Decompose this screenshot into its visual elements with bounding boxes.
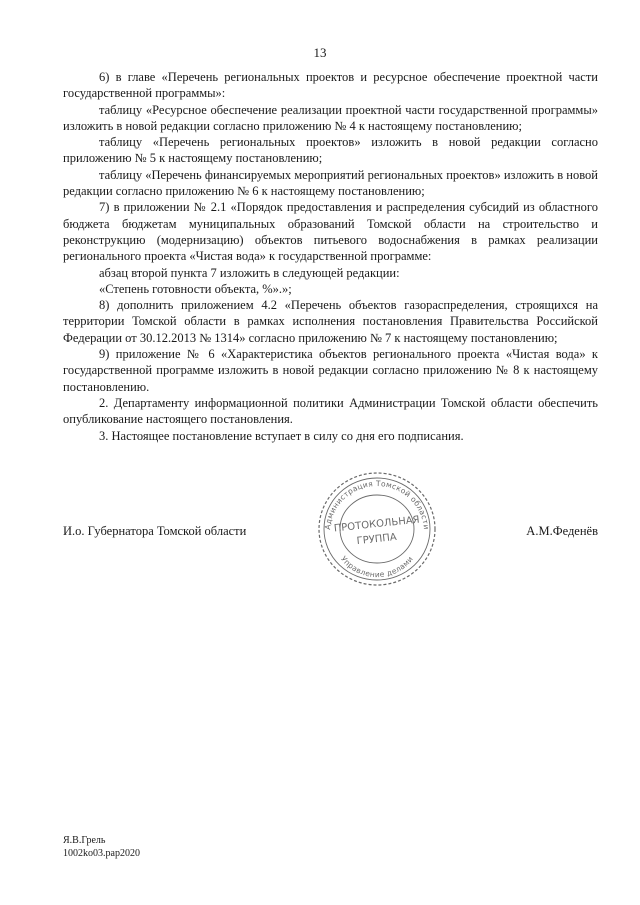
document-footer xyxy=(63,834,140,860)
paragraph: таблицу «Перечень региональных проектов» изложить в новой редакции согласно приложению № 5 к настоящему постановлению; xyxy=(63,135,598,166)
footer-file-code: 1002ko03.pap2020 xyxy=(63,848,140,859)
paragraph: 6) в главе «Перечень региональных проектов и ресурсное обеспечение проектной части государственной программы»: xyxy=(63,70,598,101)
stamp-inner-line2: ГРУППА xyxy=(356,531,398,548)
signatory-position: И.о. Губернатора Томской области xyxy=(63,524,247,538)
paragraph: 2. Департаменту информационной политики Администрации Томской области обеспечить опубликование настоящего постановления. xyxy=(63,395,598,427)
paragraph: таблицу «Ресурсное обеспечение реализации проектной части государственной программы» изложить в новой редакции согласно приложению № 4 к настоящему постановлению; xyxy=(63,102,598,133)
paragraph: «Степень готовности объекта, %».»; xyxy=(99,281,292,296)
paragraph: абзац второй пункта 7 изложить в следующей редакции: xyxy=(99,265,400,280)
paragraph: 8) дополнить приложением 4.2 «Перечень объектов газораспределения, строящихся на территории Томской области в рамках исполнения постановления Правительства Российской Федерации от 30.12.2013 № 1314» согласно приложению № 7 к настоящему постановлению; xyxy=(63,298,598,345)
footer-author: Я.В.Грель xyxy=(63,835,106,846)
official-stamp xyxy=(316,470,438,588)
stamp-inner-line1: ПРОТОКОЛЬНАЯ xyxy=(333,514,421,535)
page-number: 13 xyxy=(313,45,327,60)
stamp-outer-bottom: Управление делами xyxy=(339,554,415,580)
document-body xyxy=(63,69,598,444)
stamp-outer-top: Администрация Томской области xyxy=(323,478,431,531)
paragraph: 7) в приложении № 2.1 «Порядок предоставления и распределения субсидий из областного бюджета бюджетам муниципальных образований Томской области на строительство и реконструкцию (модернизацию) объектов питьевого водоснабжения в рамках реализации регионального проекта «Чистая вода» к государственной программе: xyxy=(63,200,598,264)
paragraph: 3. Настоящее постановление вступает в силу со дня его подписания. xyxy=(99,428,464,443)
signatory-name: А.М.Феденёв xyxy=(526,524,598,538)
svg-text:Управление делами xyxy=(339,554,415,579)
paragraph: таблицу «Перечень финансируемых мероприятий региональных проектов» изложить в новой редакции согласно приложению № 6 к настоящему постановлению; xyxy=(63,167,598,199)
paragraph: 9) приложение № 6 «Характеристика объектов регионального проекта «Чистая вода» к государственной программе изложить в новой редакции согласно приложению № 8 к настоящему постановлению. xyxy=(63,347,598,394)
